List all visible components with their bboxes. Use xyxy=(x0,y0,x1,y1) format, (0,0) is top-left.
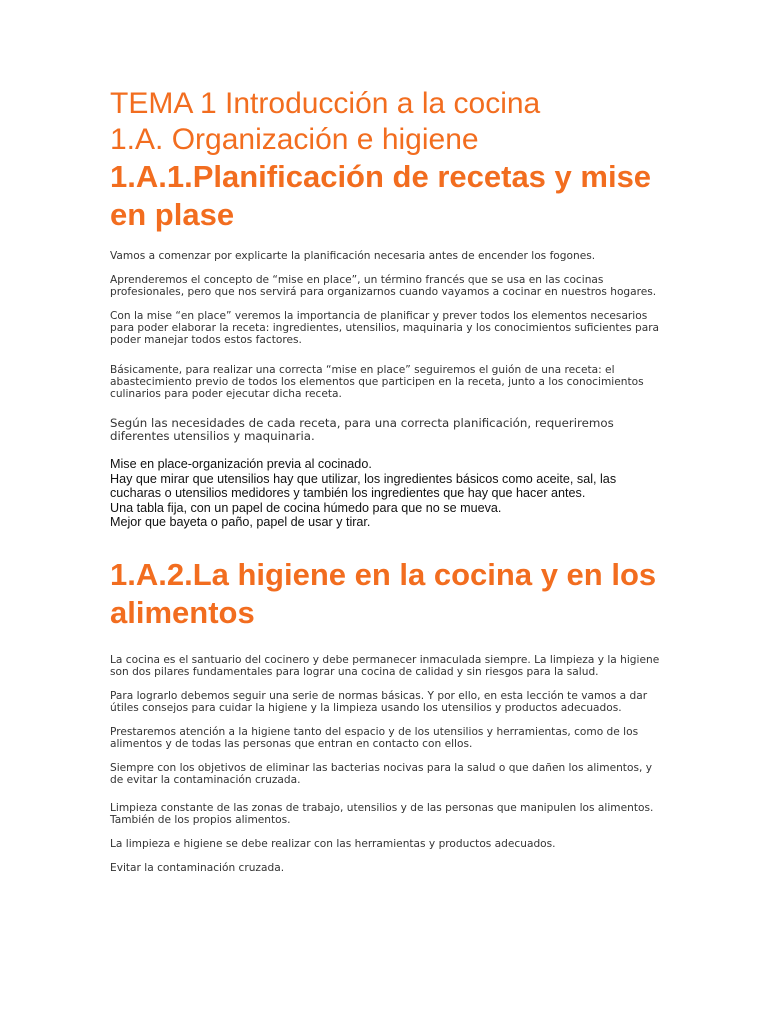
paragraph: Vamos a comenzar por explicarte la planificación necesaria antes de encender los fogones. xyxy=(110,250,596,262)
notes-block xyxy=(110,457,660,530)
paragraph: Según las necesidades de cada receta, para una correcta planificación, requeriremos diferentes utensilios y maquinaria. xyxy=(110,416,614,443)
section-heading-planificacion: 1.A.1.Planificación de recetas y mise en plase xyxy=(110,159,652,232)
note-line: Mise en place-organización previa al cocinado. xyxy=(110,457,372,471)
paragraph: Aprenderemos el concepto de “mise en place”, un término francés que se usa en las cocinas profesionales, pero que nos servirá para organizarnos cuando vayamos a cocinar en nuestros hogares. xyxy=(110,274,657,298)
section-heading-higiene: 1.A.2.La higiene en la cocina y en los alimentos xyxy=(110,556,657,630)
note-line: Una tabla fija, con un papel de cocina húmedo para que no se mueva. xyxy=(110,500,502,515)
paragraph: Para lograrlo debemos seguir una serie de normas básicas. Y por ello, en esta lección te vamos a dar útiles consejos para cuidar la higiene y la limpieza usando los utensilios y productos adecuados. xyxy=(110,689,648,714)
paragraph: La cocina es el santuario del cocinero y debe permanecer inmaculada siempre. La limpieza y la higiene son dos pilares fundamentales para lograr una cocina de calidad y sin riesgos para la salud. xyxy=(110,653,660,678)
paragraph: Evitar la contaminación cruzada. xyxy=(110,861,285,874)
paragraph: Prestaremos atención a la higiene tanto del espacio y de los utensilios y herramientas, como de los alimentos y de todas las personas que entran en contacto con ellos. xyxy=(110,725,639,750)
subtopic-title: 1.A. Organización e higiene xyxy=(110,123,479,156)
paragraph: Siempre con los objetivos de eliminar las bacterias nocivas para la salud o que dañen los alimentos, y de evitar la contaminación cruzada. xyxy=(110,761,652,786)
paragraph: Con la mise “en place” veremos la importancia de planificar y prever todos los elementos necesarios para poder elaborar la receta: ingredientes, utensilios, maquinaria y los conocimientos suficientes para poder manejar todos estos factores. xyxy=(110,310,660,346)
paragraph: La limpieza e higiene se debe realizar con las herramientas y productos adecuados. xyxy=(110,837,556,850)
topic-title: TEMA 1 Introducción a la cocina xyxy=(110,87,541,120)
paragraph: Básicamente, para realizar una correcta “mise en place” seguiremos el guión de una receta: el abastecimiento previo de todos los elementos que participen en la receta, junto a los conocimientos culinarios para poder ejecutar dicha receta. xyxy=(110,364,644,400)
note-line: Hay que mirar que utensilios hay que utilizar, los ingredientes básicos como aceite, sal, las cucharas o utensilios medidores y también los ingredientes que hay que hacer antes. xyxy=(110,471,617,500)
note-line: Mejor que bayeta o paño, papel de usar y tirar. xyxy=(110,515,371,529)
document-page xyxy=(110,86,660,874)
paragraph: Limpieza constante de las zonas de trabajo, utensilios y de las personas que manipulen los alimentos. También de los propios alimentos. xyxy=(110,801,654,826)
